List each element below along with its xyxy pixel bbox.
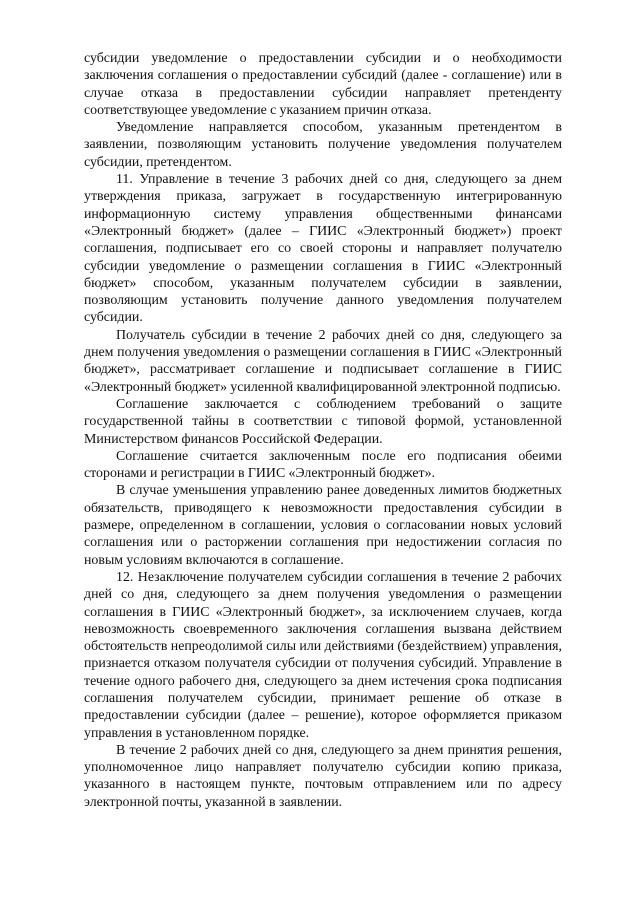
paragraph-order-copy: В течение 2 рабочих дней со дня, следующего за днем принятия решения, уполномоченное лицо направляет получателю субсидии копию приказа, указанного в настоящем пункте, почтовым отправлением или по адресу электронной почты, указанной в заявлении. bbox=[84, 742, 562, 810]
paragraph-notification-method: Уведомление направляется способом, указанным претендентом в заявлении, позволяющим установить получение уведомления получателем субсидии, претендентом. bbox=[84, 120, 562, 170]
paragraph-state-secret: Соглашение заключается с соблюдением требований о защите государственной тайны в соответствии с типовой формой, установленной Министерством финансов Российской Федерации. bbox=[84, 396, 562, 447]
paragraph-clause-12: 12. Незаключение получателем субсидии соглашения в течение 2 рабочих дней со дня, следующего за днем получения уведомления о размещении соглашения в ГИИС «Электронный бюджет», за исключением случаев, когда невозможность своевременного заключения соглашения вызвана действием обстоятельств непреодолимой силы или действиями (бездействием) управления, признается отказом получателя субсидии от получения субсидий. Управление в течение одного рабочего дня, следующего за днем истечения срока подписания соглашения получателем субсидии, принимает решение об отказе в предоставлении субсидии (далее – решение), которое оформляется приказом управления в установленном порядке. bbox=[84, 569, 562, 741]
paragraph-agreement-concluded: Соглашение считается заключенным после его подписания обеими сторонами и регистрации в ГИИС «Электронный бюджет». bbox=[84, 448, 562, 482]
paragraph-recipient-signing: Получатель субсидии в течение 2 рабочих дней со дня, следующего за днем получения уведомления о размещении соглашения в ГИИС «Электронный бюджет», рассматривает соглашение и подписывает соглашение в ГИИС «Электронный бюджет» усиленной квалифицированной электронной подписью. bbox=[84, 327, 562, 395]
paragraph-clause-11: 11. Управление в течение 3 рабочих дней со дня, следующего за днем утверждения приказа, загружает в государственную интегрированную информационную систему управления общественными финансами «Электронный бюджет» (далее – ГИИС «Электронный бюджет») проект соглашения, подписывает его со своей стороны и направляет получателю субсидии уведомление о размещении соглашения в ГИИС «Электронный бюджет» способом, указанным получателем субсидии в заявлении, позволяющим установить получение данного уведомления получателем субсидии. bbox=[84, 172, 562, 326]
paragraph-notification-continuation: субсидии уведомление о предоставлении субсидии и о необходимости заключения соглашения о предоставлении субсидий (далее - соглашение) или в случае отказа в предоставлении субсидии направляет претенденту соответствующее уведомление с указанием причин отказа. bbox=[84, 51, 562, 118]
paragraph-budget-reduction: В случае уменьшения управлению ранее доведенных лимитов бюджетных обязательств, приводящего к невозможности предоставления субсидии в размере, определенном в соглашении, условия о согласовании новых условий соглашения или о расторжении соглашения при недостижении согласия по новым условиям включаются в соглашение. bbox=[84, 483, 562, 568]
document-page bbox=[84, 50, 562, 811]
